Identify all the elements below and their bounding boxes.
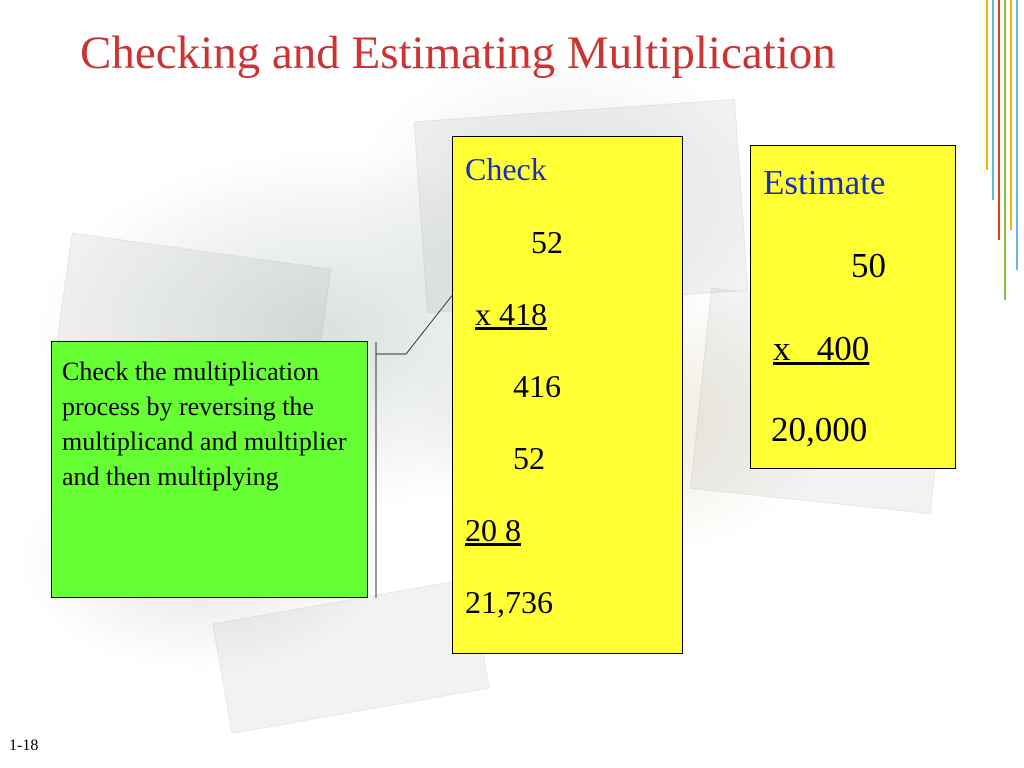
explanation-text: Check the multiplication process by reversing the multiplicand and multiplier and then multiplying <box>62 357 347 491</box>
estimate-heading: Estimate <box>763 163 886 202</box>
slide-number: 1-18 <box>9 737 39 754</box>
slide-title: Checking and Estimating Multiplication <box>80 27 836 79</box>
check-multiplier: x 418 <box>475 296 547 332</box>
explanation-callout <box>51 341 368 598</box>
decorative-stripes <box>984 0 1024 310</box>
check-heading: Check <box>465 151 547 187</box>
check-multiplicand: 52 <box>531 224 563 260</box>
background-book-cover <box>212 578 489 734</box>
estimate-multiplier: x 400 <box>773 329 870 368</box>
check-panel <box>452 136 683 654</box>
estimate-panel <box>750 145 956 469</box>
check-partial-product-2: 52 <box>513 440 545 476</box>
check-result: 21,736 <box>465 584 553 620</box>
estimate-result: 20,000 <box>771 410 868 449</box>
check-partial-product-1: 416 <box>513 368 561 404</box>
check-partial-product-3: 20 8 <box>465 512 521 548</box>
estimate-multiplicand: 50 <box>851 246 886 285</box>
